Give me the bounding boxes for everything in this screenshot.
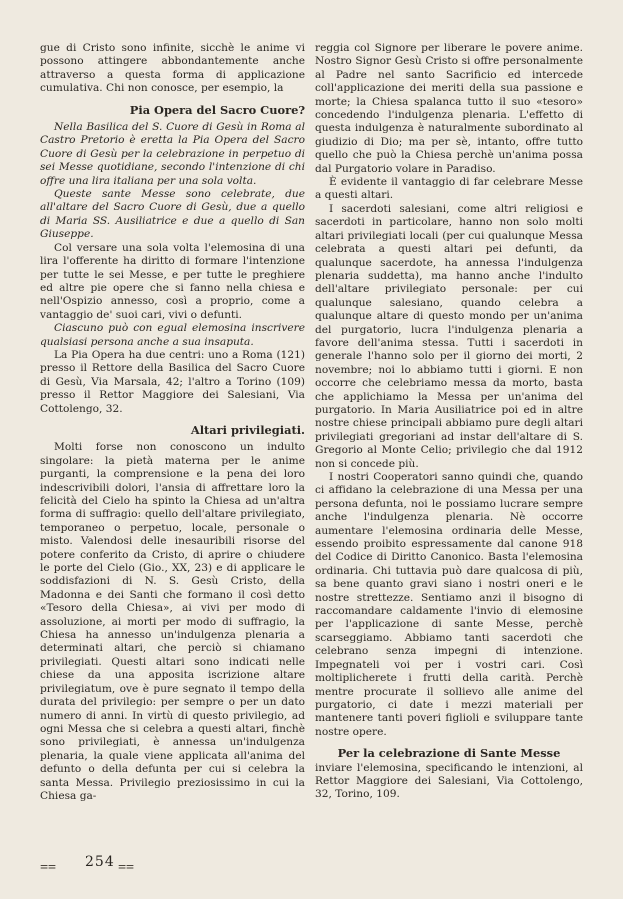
- paragraph: I sacerdoti salesiani, come altri religiosi e sacerdoti in particolare, hanno non solo molti altari privilegiati locali (per cui qualunque Messa celebrata a questi altari pei defunti, da qualunque sacerdote, ha annessa l'indulgenza plenaria suddetta), ma hanno anche l'indulto dell'altare privilegiato personale: per cui qualunque salesiano, quando celebra a qualunque altare di questo mondo per un'anima del purgatorio, lucra l'indulgenza plenaria a favore dell'anima stessa. Tutti i sacerdoti in generale l'hanno solo per il giorno dei morti, 2 novembre; noi lo abbiamo tutti i giorni. E non occorre che celebriamo messa da morto, basta che applichiamo la Messa per un'anima del purgatorio. In Maria Ausiliatrice poi ed in altre nostre chiese principali abbiamo pure degli altari privilegiati gregoriani ad instar dell'altare di S. Gregorio al Monte Celio; privilegio che dal 1912 non si concede più.: [315, 202, 583, 470]
- paragraph: È evidente il vantaggio di far celebrare Messe a questi altari.: [315, 176, 583, 202]
- section-heading-pia-opera: Pia Opera del Sacro Cuore?: [129, 102, 305, 117]
- page-footer: [40, 850, 240, 874]
- paragraph: reggia col Signore per liberare le povere anime. Nostro Signor Gesù Cristo si offre personalmente al Padre nel santo Sacrificio ed intercede coll'applicazione dei meriti della sua passione e morte; la Chiesa spalanca tutto il suo «tesoro» concedendo l'indulgenza plenaria. L'effetto di questa indulgenza è naturalmente subordinato al giudizio di Dio; ma per sè, intanto, offre tutto quello che può la Chiesa perchè un'anima possa dal Purgatorio volare in Paradiso.: [315, 42, 583, 175]
- footer-ornament-icon: ⩵: [118, 858, 135, 874]
- paragraph: Queste sante Messe sono celebrate, due all'altare del Sacro Cuore di Gesù, due a quello di Maria SS. Ausiliatrice e due a quello di San Giuseppe.: [40, 188, 305, 241]
- paragraph: gue di Cristo sono infinite, sicchè le anime vi possono attingere abbondantemente anche attraverso a questa forma di applicazione cumulativa. Chi non conosce, per esempio, la: [40, 42, 305, 95]
- paragraph: Ciascuno può con egual elemosina inscrivere qualsiasi persona anche a sua insaputa.: [40, 322, 305, 348]
- footer-ornament-icon: ⩵: [40, 858, 57, 874]
- section-heading-celebrazione: Per la celebrazione di Sante Messe: [337, 746, 561, 761]
- paragraph: La Pia Opera ha due centri: uno a Roma (121) presso il Rettore della Basilica del Sacro Cuore di Gesù, Via Marsala, 42; l'altro a Torino (109) presso il Rettor Maggiore dei Salesiani, Via Cottolengo, 32.: [40, 348, 305, 415]
- paragraph: Col versare una sola volta l'elemosina di una lira l'offerente ha diritto di formare l'intenzione per tutte le sei Messe, e per tutte le preghiere ed altre pie opere che si fanno nella chiesa e nell'Ospizio annesso, così a proprio, come a vantaggio de' suoi cari, vivi o defunti.: [40, 241, 305, 321]
- paragraph: I nostri Cooperatori sanno quindi che, quando ci affidano la celebrazione di una Messa per una persona defunta, noi le possiamo lucrare sempre anche l'indulgenza plenaria. Nè occorre aumentare l'elemosina ordinaria delle Messe, essendo proibito espressamente dal canone 918 del Codice di Diritto Canonico. Basta l'elemosina ordinaria. Chi tuttavia può dare qualcosa di più, sa bene quanto gravi siano i nostri oneri e le nostre strettezze. Sentiamo anzi il bisogno di raccomandare caldamente l'invio di elemosine per l'applicazione di sante Messe, perchè scarseggiamo. Abbiamo tanti sacerdoti che celebrano senza impegni di intenzione. Impegnateli voi per i vostri cari. Così moltiplicherete i frutti della carità. Perchè mentre procurate il sollievo alle anime del purgatorio, ci date i mezzi materiali per mantenere tanti poveri figlioli e sviluppare tante nostre opere.: [315, 471, 583, 738]
- right-column: [315, 42, 583, 802]
- section-heading-altari: Altari privilegiati.: [190, 422, 305, 437]
- left-column: [40, 42, 305, 803]
- paragraph: Molti forse non conoscono un indulto singolare: la pietà materna per le anime purganti, la comprensione e la pena dei loro indescrivibili dolori, l'ansia di affrettare loro la felicità del Cielo ha spinto la Chiesa ad un'altra forma di suffragio: quello dell'altare privilegiato, temporaneo o perpetuo, locale, personale o misto. Valendosi delle inesauribili risorse del potere conferito da Cristo, di aprire o chiudere le porte del Cielo (Gio., XX, 23) e di applicare le soddisfazioni di N. S. Gesù Cristo, della Madonna e dei Santi che formano il così detto «Tesoro della Chiesa», ai vivi per modo di assoluzione, ai morti per modo di suffragio, la Chiesa ha annesso un'indulgenza plenaria a determinati altari, che perciò si chiamano privilegiati. Questi altari sono indicati nelle chiese da una apposita iscrizione altare privilegiatum, ove è pure segnato il tempo della durata del privilegio: per sempre o per un dato numero di anni. In virtù di questo privilegio, ad ogni Messa che si celebra a questi altari, finchè sono privilegiati, è annessa un'indulgenza plenaria, la quale viene applicata all'anima del defunto o della defunta per cui si celebra la santa Messa. Privilegio preziosissimo in cui la Chiesa ga-: [40, 441, 305, 802]
- page-number: 254: [85, 854, 115, 870]
- paragraph: Nella Basilica del S. Cuore di Gesù in Roma al Castro Pretorio è eretta la Pia Opera del Sacro Cuore di Gesù per la celebrazione in perpetuo di sei Messe quotidiane, secondo l'intenzione di chi offre una lira italiana per una sola volta.: [40, 121, 305, 187]
- paragraph: inviare l'elemosina, specificando le intenzioni, al Rettor Maggiore dei Salesiani, Via Cottolengo, 32, Torino, 109.: [315, 761, 583, 801]
